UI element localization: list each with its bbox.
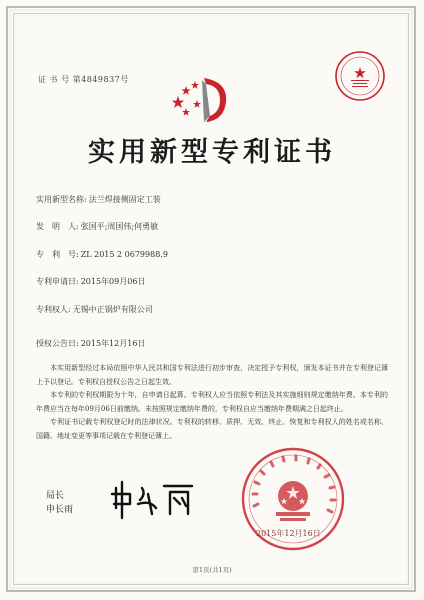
inventor-label: 发 明 人: [36,222,79,231]
cnipa-emblem-icon [168,72,238,126]
certificate-title: 实用新型专利证书 [88,137,336,168]
grant-date-row [36,338,145,349]
patentee-row [36,304,153,315]
body-paragraph: 专利证书记载专利权登记时的法律状况。专利权的转移、质押、无效、终止、恢复和专利权人的姓名或名称、国籍、地址变更等事项记载在专利登记簿上。 [36,418,388,440]
certificate-body [36,362,388,443]
body-paragraph: 本实用新型经过本局依照中华人民共和国专利法进行初步审查，决定授予专利权，颁发本证书并在专利登记簿上予以登记。专利权自授权公告之日起生效。 [36,364,388,386]
patentee-label: 专利权人: [36,305,71,314]
director-name: 申长雨 [46,505,74,515]
certificate-number: 证 书 号 第4849837号 [38,75,129,84]
utility-model-name-label: 实用新型名称: [36,195,87,204]
utility-model-name-row [36,194,161,205]
filing-date-label: 专利申请日: [36,277,79,286]
inventor-value: 张国平;周国伟;何勇敏 [80,222,159,231]
seal-date: 2015年12月16日 [256,529,321,538]
patent-number-label: 专 利 号: [36,250,79,259]
director-signature [108,474,198,524]
grant-date-label: 授权公告日: [36,339,79,348]
patent-number-value: ZL 2015 2 0679988.9 [80,250,168,259]
page-footer: 第1页(共1页) [192,566,232,574]
grant-date-value: 2015年12月16日 [80,339,146,348]
filing-date-row [36,276,145,287]
publisher-seal [334,50,386,102]
patentee-value: 无锡中正锅炉有限公司 [72,305,153,314]
director-title: 局长 [46,491,65,501]
body-paragraph: 本专利的专利权期限为十年，自申请日起算。专利权人应当依照专利法及其实施细则规定缴纳年费。本专利的年费应当在每年09月06日前缴纳。未按照规定缴纳年费的，专利权自应当缴纳年费期满之日起终止。 [36,391,388,413]
inventor-row [36,221,158,232]
patent-number-row [36,249,168,260]
filing-date-value: 2015年09月06日 [80,277,146,286]
utility-model-name-value: 法兰焊接侧固定工装 [88,195,161,204]
